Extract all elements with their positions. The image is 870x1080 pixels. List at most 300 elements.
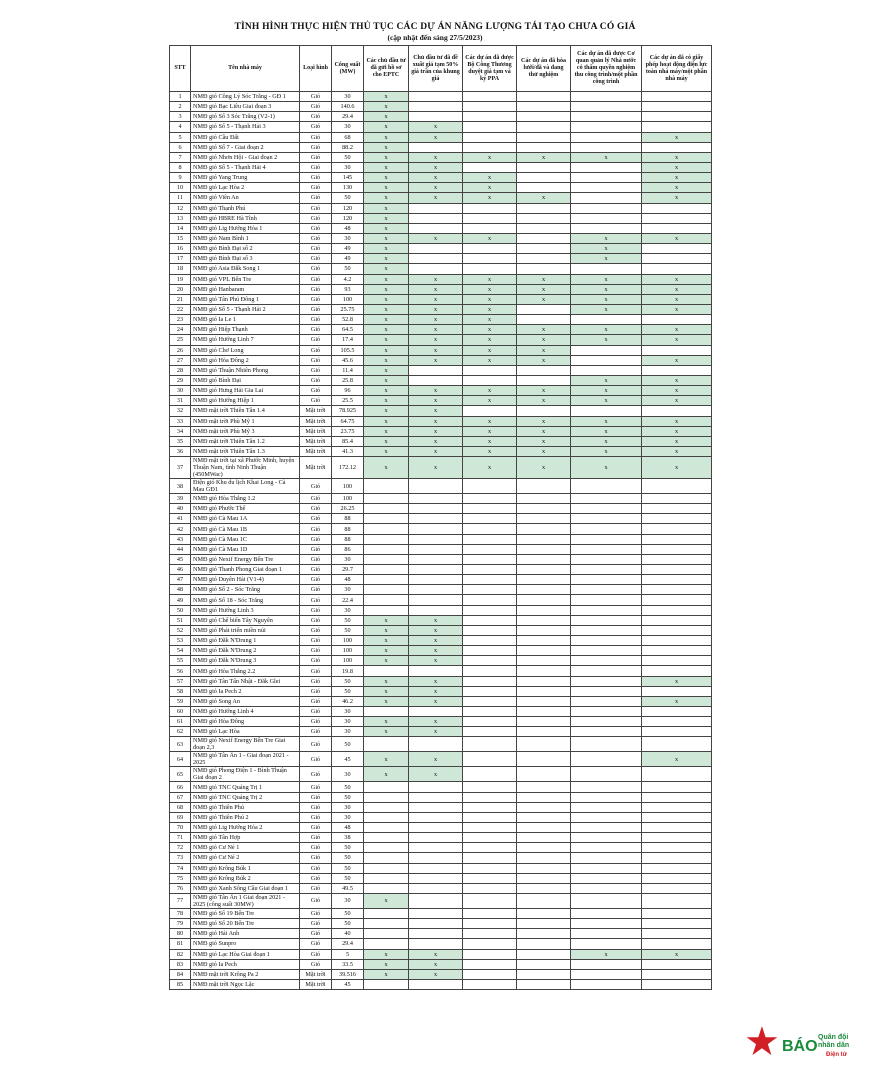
cell-col-proposed-price: x: [409, 325, 463, 335]
cell-plant-name: NMĐ gió Số 5 - Thạnh Hải 3: [191, 122, 300, 132]
cell-col-accepted: [571, 122, 642, 132]
cell-col-proposed-price: [409, 479, 463, 494]
cell-col-accepted: [571, 863, 642, 873]
cell-stt: 73: [170, 853, 191, 863]
cell-col-submitted-eptc: x: [364, 625, 409, 635]
cell-col-licensed: x: [642, 426, 712, 436]
cell-col-accepted: [571, 752, 642, 767]
cell-capacity: 30: [332, 802, 364, 812]
cell-col-grid-connected: [517, 959, 571, 969]
cell-col-proposed-price: [409, 939, 463, 949]
cell-type: Gió: [300, 294, 332, 304]
table-row: [170, 812, 712, 822]
cell-col-grid-connected: [517, 183, 571, 193]
cell-capacity: 64.75: [332, 416, 364, 426]
cell-col-accepted: [571, 193, 642, 203]
cell-stt: 20: [170, 284, 191, 294]
cell-type: Mặt trời: [300, 457, 332, 479]
table-row: [170, 646, 712, 656]
cell-capacity: 50: [332, 792, 364, 802]
header-proposed-price: Chủ đầu tư đã đề xuất giá tạm 50% giá trần của khung giá: [409, 46, 463, 92]
cell-col-proposed-price: x: [409, 274, 463, 284]
cell-plant-name: NMĐ gió Số 5 - Thạnh Hải 4: [191, 162, 300, 172]
cell-capacity: 4.2: [332, 274, 364, 284]
cell-col-submitted-eptc: [364, 534, 409, 544]
cell-stt: 82: [170, 949, 191, 959]
cell-col-licensed: [642, 534, 712, 544]
cell-stt: 80: [170, 929, 191, 939]
cell-col-proposed-price: x: [409, 752, 463, 767]
cell-col-accepted: [571, 605, 642, 615]
cell-capacity: 25.5: [332, 396, 364, 406]
cell-plant-name: NMĐ gió Chế biến Tây Nguyên: [191, 615, 300, 625]
cell-col-accepted: [571, 575, 642, 585]
cell-col-approved-ppa: [463, 595, 517, 605]
cell-col-submitted-eptc: x: [364, 152, 409, 162]
cell-stt: 9: [170, 173, 191, 183]
cell-capacity: 85.4: [332, 436, 364, 446]
cell-col-grid-connected: [517, 615, 571, 625]
cell-col-grid-connected: [517, 782, 571, 792]
cell-col-licensed: x: [642, 284, 712, 294]
cell-col-grid-connected: [517, 908, 571, 918]
table-row: [170, 524, 712, 534]
cell-type: Gió: [300, 727, 332, 737]
cell-col-accepted: [571, 959, 642, 969]
cell-col-proposed-price: x: [409, 767, 463, 782]
cell-col-proposed-price: x: [409, 636, 463, 646]
cell-stt: 26: [170, 345, 191, 355]
cell-capacity: 50: [332, 676, 364, 686]
cell-stt: 1: [170, 92, 191, 102]
cell-col-accepted: x: [571, 233, 642, 243]
cell-plant-name: NMĐ gió Phong Điện 1 - Bình Thuận Giai đoạn 2: [191, 767, 300, 782]
cell-col-approved-ppa: [463, 646, 517, 656]
cell-col-licensed: [642, 203, 712, 213]
cell-col-approved-ppa: [463, 676, 517, 686]
cell-col-grid-connected: [517, 863, 571, 873]
cell-col-proposed-price: x: [409, 615, 463, 625]
cell-col-approved-ppa: [463, 833, 517, 843]
cell-type: Gió: [300, 737, 332, 752]
cell-col-approved-ppa: x: [463, 436, 517, 446]
cell-col-grid-connected: [517, 893, 571, 908]
cell-col-accepted: [571, 908, 642, 918]
cell-type: Mặt trời: [300, 416, 332, 426]
cell-capacity: 130: [332, 183, 364, 193]
cell-col-accepted: [571, 524, 642, 534]
cell-col-licensed: x: [642, 457, 712, 479]
cell-capacity: 30: [332, 767, 364, 782]
cell-col-accepted: [571, 102, 642, 112]
cell-col-proposed-price: x: [409, 457, 463, 479]
cell-col-approved-ppa: [463, 514, 517, 524]
cell-col-submitted-eptc: x: [364, 646, 409, 656]
cell-plant-name: NMĐ gió Tân Ân 1 - Giai đoạn 2021 - 2025: [191, 752, 300, 767]
cell-col-proposed-price: [409, 112, 463, 122]
cell-stt: 77: [170, 893, 191, 908]
cell-col-approved-ppa: [463, 615, 517, 625]
cell-col-grid-connected: [517, 494, 571, 504]
cell-col-accepted: [571, 767, 642, 782]
cell-col-licensed: [642, 727, 712, 737]
cell-col-proposed-price: [409, 213, 463, 223]
cell-stt: 68: [170, 802, 191, 812]
cell-type: Gió: [300, 203, 332, 213]
cell-capacity: 25.75: [332, 304, 364, 314]
cell-col-approved-ppa: [463, 534, 517, 544]
cell-plant-name: NMĐ gió Cà Mau 1B: [191, 524, 300, 534]
cell-type: Gió: [300, 554, 332, 564]
cell-plant-name: NMĐ gió Hưng Hải Gia Lai: [191, 386, 300, 396]
cell-col-grid-connected: [517, 213, 571, 223]
cell-capacity: 45: [332, 752, 364, 767]
cell-col-submitted-eptc: x: [364, 365, 409, 375]
cell-capacity: 30: [332, 605, 364, 615]
cell-plant-name: NMĐ gió Viên An: [191, 193, 300, 203]
cell-col-approved-ppa: x: [463, 345, 517, 355]
cell-plant-name: NMĐ gió Phát triển miền núi: [191, 625, 300, 635]
cell-col-licensed: [642, 717, 712, 727]
cell-stt: 67: [170, 792, 191, 802]
cell-col-approved-ppa: [463, 636, 517, 646]
cell-col-licensed: [642, 969, 712, 979]
cell-col-submitted-eptc: x: [364, 244, 409, 254]
cell-type: Gió: [300, 365, 332, 375]
cell-col-grid-connected: [517, 636, 571, 646]
cell-col-submitted-eptc: [364, 863, 409, 873]
cell-plant-name: NMĐ gió Thạnh Phú: [191, 203, 300, 213]
cell-stt: 24: [170, 325, 191, 335]
cell-capacity: 26.25: [332, 504, 364, 514]
table-row: [170, 264, 712, 274]
cell-capacity: 100: [332, 636, 364, 646]
cell-col-licensed: [642, 142, 712, 152]
cell-col-grid-connected: [517, 244, 571, 254]
cell-type: Gió: [300, 325, 332, 335]
header-submitted-eptc: Các chủ đầu tư đã gửi hồ sơ cho EPTC: [364, 46, 409, 92]
cell-col-approved-ppa: [463, 213, 517, 223]
cell-col-accepted: x: [571, 436, 642, 446]
cell-plant-name: NMĐ gió Hòa Đông: [191, 717, 300, 727]
cell-col-grid-connected: [517, 812, 571, 822]
cell-type: Mặt trời: [300, 436, 332, 446]
cell-col-licensed: [642, 873, 712, 883]
cell-col-approved-ppa: [463, 812, 517, 822]
cell-col-grid-connected: x: [517, 457, 571, 479]
cell-stt: 50: [170, 605, 191, 615]
cell-plant-name: NMĐ gió Yang Trung: [191, 173, 300, 183]
cell-capacity: 11.4: [332, 365, 364, 375]
cell-col-approved-ppa: x: [463, 335, 517, 345]
table-row: [170, 969, 712, 979]
cell-stt: 83: [170, 959, 191, 969]
cell-capacity: 30: [332, 893, 364, 908]
table-row: [170, 575, 712, 585]
cell-type: Gió: [300, 514, 332, 524]
cell-capacity: 23.75: [332, 426, 364, 436]
cell-col-accepted: [571, 833, 642, 843]
cell-col-accepted: [571, 406, 642, 416]
cell-col-submitted-eptc: [364, 494, 409, 504]
cell-capacity: 49: [332, 254, 364, 264]
cell-col-grid-connected: [517, 802, 571, 812]
cell-type: Gió: [300, 112, 332, 122]
table-row: [170, 203, 712, 213]
cell-col-approved-ppa: [463, 479, 517, 494]
cell-plant-name: NMĐ gió Hướng Linh 7: [191, 335, 300, 345]
cell-col-licensed: x: [642, 446, 712, 456]
header-type: Loại hình: [300, 46, 332, 92]
table-row: [170, 152, 712, 162]
cell-plant-name: NMĐ mặt trời Ngọc Lặc: [191, 979, 300, 989]
cell-type: Gió: [300, 893, 332, 908]
cell-col-proposed-price: [409, 244, 463, 254]
cell-col-licensed: [642, 686, 712, 696]
cell-plant-name: NMĐ gió Nhơn Hội - Giai đoạn 2: [191, 152, 300, 162]
cell-col-submitted-eptc: [364, 605, 409, 615]
cell-stt: 40: [170, 504, 191, 514]
cell-col-submitted-eptc: x: [364, 183, 409, 193]
cell-col-accepted: [571, 919, 642, 929]
cell-capacity: 50: [332, 863, 364, 873]
cell-stt: 64: [170, 752, 191, 767]
cell-col-grid-connected: [517, 162, 571, 172]
cell-col-licensed: [642, 315, 712, 325]
cell-col-submitted-eptc: x: [364, 767, 409, 782]
cell-col-grid-connected: [517, 524, 571, 534]
cell-plant-name: NMĐ gió Thiên Phú: [191, 802, 300, 812]
cell-type: Gió: [300, 615, 332, 625]
cell-col-grid-connected: [517, 737, 571, 752]
cell-plant-name: NMĐ gió Đăk N'Drung 3: [191, 656, 300, 666]
cell-col-approved-ppa: x: [463, 274, 517, 284]
cell-type: Gió: [300, 863, 332, 873]
cell-stt: 31: [170, 396, 191, 406]
cell-capacity: 172.12: [332, 457, 364, 479]
cell-stt: 18: [170, 264, 191, 274]
cell-plant-name: NMĐ gió Số 19 Bến Tre: [191, 908, 300, 918]
cell-capacity: 30: [332, 162, 364, 172]
cell-col-licensed: [642, 782, 712, 792]
cell-col-submitted-eptc: x: [364, 949, 409, 959]
cell-col-submitted-eptc: [364, 504, 409, 514]
cell-col-grid-connected: [517, 853, 571, 863]
cell-capacity: 100: [332, 479, 364, 494]
cell-col-approved-ppa: [463, 893, 517, 908]
cell-col-grid-connected: [517, 919, 571, 929]
cell-col-licensed: [642, 122, 712, 132]
cell-col-proposed-price: x: [409, 355, 463, 365]
cell-col-accepted: [571, 686, 642, 696]
table-row: [170, 686, 712, 696]
cell-col-approved-ppa: [463, 142, 517, 152]
cell-col-submitted-eptc: x: [364, 656, 409, 666]
table-row: [170, 162, 712, 172]
cell-col-grid-connected: [517, 102, 571, 112]
table-row: [170, 132, 712, 142]
cell-plant-name: NMĐ gió Xanh Sông Cầu Giai đoạn 1: [191, 883, 300, 893]
cell-col-grid-connected: x: [517, 436, 571, 446]
cell-col-licensed: [642, 244, 712, 254]
cell-col-licensed: x: [642, 193, 712, 203]
cell-capacity: 30: [332, 554, 364, 564]
cell-plant-name: Điện gió Khu du lịch Khai Long - Cà Mau GĐ1: [191, 479, 300, 494]
cell-plant-name: NMĐ gió TNC Quảng Trị 1: [191, 782, 300, 792]
cell-col-accepted: [571, 853, 642, 863]
document-subtitle: (cập nhật đến sáng 27/5/2023): [387, 33, 483, 42]
cell-col-accepted: [571, 737, 642, 752]
cell-plant-name: NMĐ gió VPL Bến Tre: [191, 274, 300, 284]
cell-col-submitted-eptc: [364, 919, 409, 929]
cell-col-accepted: x: [571, 335, 642, 345]
cell-col-grid-connected: [517, 554, 571, 564]
table-row: [170, 544, 712, 554]
cell-plant-name: NMĐ mặt trời Phù Mỹ 3: [191, 426, 300, 436]
cell-stt: 39: [170, 494, 191, 504]
cell-plant-name: NMĐ mặt trời Phù Mỹ 1: [191, 416, 300, 426]
table-row: [170, 446, 712, 456]
cell-col-accepted: [571, 939, 642, 949]
cell-col-grid-connected: [517, 605, 571, 615]
cell-col-approved-ppa: [463, 929, 517, 939]
cell-type: Gió: [300, 833, 332, 843]
cell-col-approved-ppa: [463, 656, 517, 666]
cell-plant-name: NMĐ gió Bình Đại số 3: [191, 254, 300, 264]
cell-col-submitted-eptc: [364, 782, 409, 792]
table-row: [170, 979, 712, 989]
cell-plant-name: NMĐ gió Bạc Liêu Giai đoạn 3: [191, 102, 300, 112]
cell-col-accepted: [571, 223, 642, 233]
cell-stt: 84: [170, 969, 191, 979]
cell-plant-name: NMĐ gió Tân Ân 1 Giai đoạn 2021 - 2025 (công suất 30MW): [191, 893, 300, 908]
cell-capacity: 30: [332, 585, 364, 595]
cell-type: Mặt trời: [300, 406, 332, 416]
cell-col-licensed: x: [642, 396, 712, 406]
table-row: [170, 92, 712, 102]
table-row: [170, 717, 712, 727]
cell-col-accepted: [571, 264, 642, 274]
cell-col-licensed: [642, 939, 712, 949]
cell-type: Gió: [300, 802, 332, 812]
cell-stt: 12: [170, 203, 191, 213]
cell-col-licensed: [642, 494, 712, 504]
cell-capacity: 50: [332, 853, 364, 863]
cell-col-submitted-eptc: [364, 939, 409, 949]
cell-capacity: 30: [332, 122, 364, 132]
cell-col-submitted-eptc: x: [364, 102, 409, 112]
cell-col-grid-connected: [517, 514, 571, 524]
cell-capacity: 50: [332, 843, 364, 853]
cell-plant-name: NMĐ gió Số 20 Bến Tre: [191, 919, 300, 929]
cell-col-grid-connected: [517, 254, 571, 264]
cell-capacity: 49: [332, 244, 364, 254]
cell-type: Gió: [300, 565, 332, 575]
cell-col-submitted-eptc: x: [364, 315, 409, 325]
cell-col-accepted: [571, 792, 642, 802]
cell-stt: 79: [170, 919, 191, 929]
cell-col-licensed: [642, 406, 712, 416]
cell-capacity: 30: [332, 812, 364, 822]
cell-plant-name: NMĐ gió Công Lý Sóc Trăng - GĐ 1: [191, 92, 300, 102]
cell-stt: 49: [170, 595, 191, 605]
cell-stt: 11: [170, 193, 191, 203]
cell-col-submitted-eptc: [364, 575, 409, 585]
cell-col-grid-connected: x: [517, 193, 571, 203]
cell-capacity: 30: [332, 717, 364, 727]
cell-col-approved-ppa: [463, 666, 517, 676]
cell-plant-name: NMĐ gió HBRE Hà Tĩnh: [191, 213, 300, 223]
table-row: [170, 436, 712, 446]
cell-col-proposed-price: [409, 707, 463, 717]
cell-capacity: 50: [332, 615, 364, 625]
cell-col-proposed-price: [409, 142, 463, 152]
cell-plant-name: NMĐ gió Đăk N'Drung 1: [191, 636, 300, 646]
cell-col-proposed-price: x: [409, 173, 463, 183]
cell-type: Gió: [300, 717, 332, 727]
table-row: [170, 554, 712, 564]
cell-col-licensed: [642, 883, 712, 893]
cell-capacity: 49.5: [332, 883, 364, 893]
cell-col-licensed: x: [642, 676, 712, 686]
header-approved-ppa: Các dự án đã được Bộ Công Thương duyệt giá tạm và ký PPA: [463, 46, 517, 92]
cell-plant-name: NMĐ gió Cư Né 1: [191, 843, 300, 853]
cell-col-accepted: x: [571, 304, 642, 314]
cell-col-approved-ppa: [463, 853, 517, 863]
cell-col-submitted-eptc: x: [364, 284, 409, 294]
cell-col-submitted-eptc: x: [364, 233, 409, 243]
cell-capacity: 88: [332, 534, 364, 544]
projects-table: [169, 45, 712, 990]
table-row: [170, 142, 712, 152]
cell-type: Gió: [300, 929, 332, 939]
table-row: [170, 863, 712, 873]
cell-col-submitted-eptc: [364, 883, 409, 893]
table-row: [170, 833, 712, 843]
cell-col-submitted-eptc: [364, 802, 409, 812]
cell-col-submitted-eptc: [364, 843, 409, 853]
cell-stt: 34: [170, 426, 191, 436]
cell-col-licensed: [642, 213, 712, 223]
cell-col-accepted: [571, 615, 642, 625]
cell-col-accepted: [571, 782, 642, 792]
cell-col-approved-ppa: [463, 544, 517, 554]
cell-col-grid-connected: [517, 406, 571, 416]
cell-col-proposed-price: [409, 575, 463, 585]
table-row: [170, 494, 712, 504]
cell-col-accepted: [571, 802, 642, 812]
header-grid-connected: Các dự án đã hòa lưới/đã và đang thử nghiệm: [517, 46, 571, 92]
cell-capacity: 86: [332, 544, 364, 554]
cell-type: Gió: [300, 686, 332, 696]
cell-type: Gió: [300, 284, 332, 294]
cell-capacity: 50: [332, 873, 364, 883]
cell-col-licensed: [642, 102, 712, 112]
cell-col-submitted-eptc: [364, 823, 409, 833]
cell-col-licensed: [642, 959, 712, 969]
cell-stt: 53: [170, 636, 191, 646]
cell-capacity: 50: [332, 919, 364, 929]
cell-plant-name: NMĐ gió Ia Le 1: [191, 315, 300, 325]
cell-col-licensed: x: [642, 375, 712, 385]
cell-capacity: 25.8: [332, 375, 364, 385]
cell-stt: 27: [170, 355, 191, 365]
cell-col-grid-connected: [517, 565, 571, 575]
table-row: [170, 949, 712, 959]
cell-col-grid-connected: [517, 752, 571, 767]
cell-col-approved-ppa: [463, 939, 517, 949]
cell-col-grid-connected: [517, 132, 571, 142]
